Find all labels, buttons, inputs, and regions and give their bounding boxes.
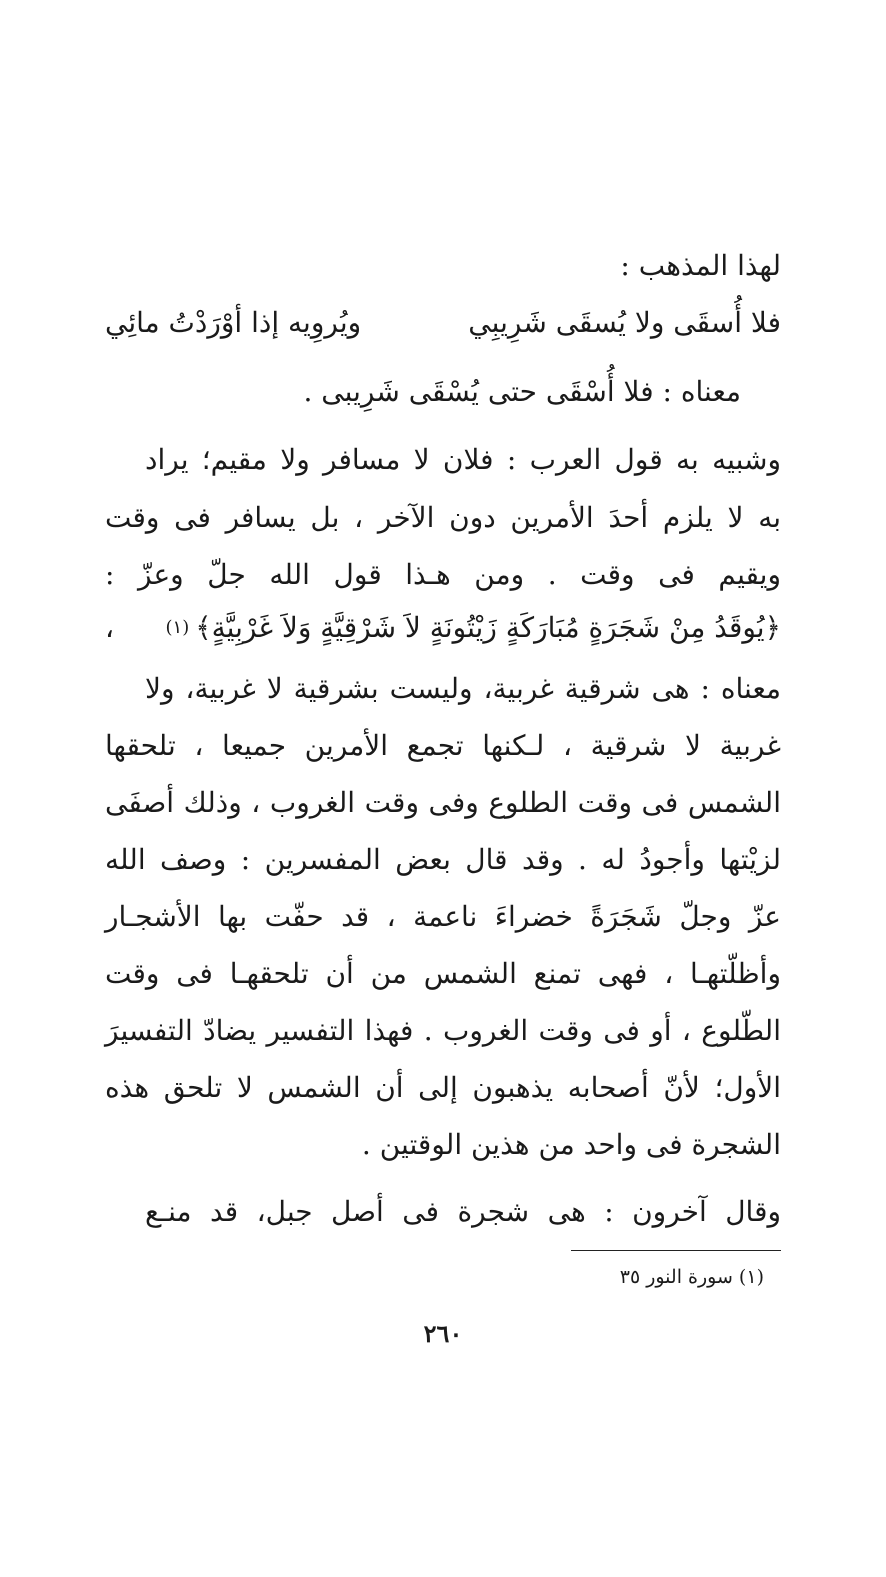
text-line-15: الأول؛ لأنّ أصحابه يذهبون إلى أن الشمس لا تلحق هذه xyxy=(105,1071,781,1104)
text-line-9: غربية لا شرقية ، لـكنها تجمع الأمرين جميعا ، تلحقها xyxy=(105,729,781,762)
text-line-4: وشبيه به قول العرب : فلان لا مسافر ولا مقيم؛ يراد xyxy=(145,443,781,476)
footnote-separator xyxy=(571,1250,781,1251)
text-line-12: عزّ وجلّ شَجَرَةً خضراءَ ناعمة ، قد حفّت بها الأشجـار xyxy=(105,900,781,933)
text-line-10: الشمس فى وقت الطلوع وفى وقت الغروب ، وذلك أصفَى xyxy=(105,786,781,819)
quran-verse: ﴿يُوقَدُ مِنْ شَجَرَةٍ مُبَارَكَةٍ زَيْتُونَةٍ لاَ شَرْقِيَّةٍ وَلاَ غَرْبِيَّةٍ﴾ xyxy=(195,611,781,644)
footnote: (١) سورة النور ٣٥ xyxy=(619,1266,764,1288)
text-line-5: به لا يلزم أحدَ الأمرين دون الآخر ، بل يسافر فى وقت xyxy=(105,501,781,534)
text-line-1: لهذا المذهب : xyxy=(620,249,781,282)
verse-left-hemistich: ويُروِيه إذا أوْرَدْتُ مائِي xyxy=(105,306,362,339)
text-line-13: وأظلّتهـا ، فهى تمنع الشمس من أن تلحقهـا فى وقت xyxy=(105,957,781,990)
text-line-3: معناه : فلا أُسْقَى حتى يُسْقَى شَرِيبى . xyxy=(303,375,741,408)
page-number: ٢٦٠ xyxy=(423,1319,463,1348)
text-line-16: الشجرة فى واحد من هذين الوقتين . xyxy=(361,1128,781,1161)
footnote-marker: (١) xyxy=(165,617,190,638)
text-line-14: الطّلوع ، أو فى وقت الغروب . فهذا التفسير يضادّ التفسيرَ xyxy=(105,1014,781,1047)
text-line-6: ويقيم فى وقت . ومن هـذا قول الله جلّ وعزّ : xyxy=(105,558,781,591)
text-line-11: لزيْتها وأجودُ له . وقد قال بعض المفسرين : وصف الله xyxy=(105,843,781,876)
text-line-17: وقال آخرون : هى شجرة فى أصل جبل، قد منـع xyxy=(145,1195,781,1228)
text-line-8: معناه : هى شرقية غربية، وليست بشرقية لا غربية، ولا xyxy=(145,672,781,705)
trailing-comma: ، xyxy=(105,611,115,644)
poetry-verse xyxy=(105,303,781,343)
quran-verse-line xyxy=(105,608,781,648)
verse-right-hemistich: فلا أُسقَى ولا يُسقَى شَرِيبِي xyxy=(468,306,781,339)
